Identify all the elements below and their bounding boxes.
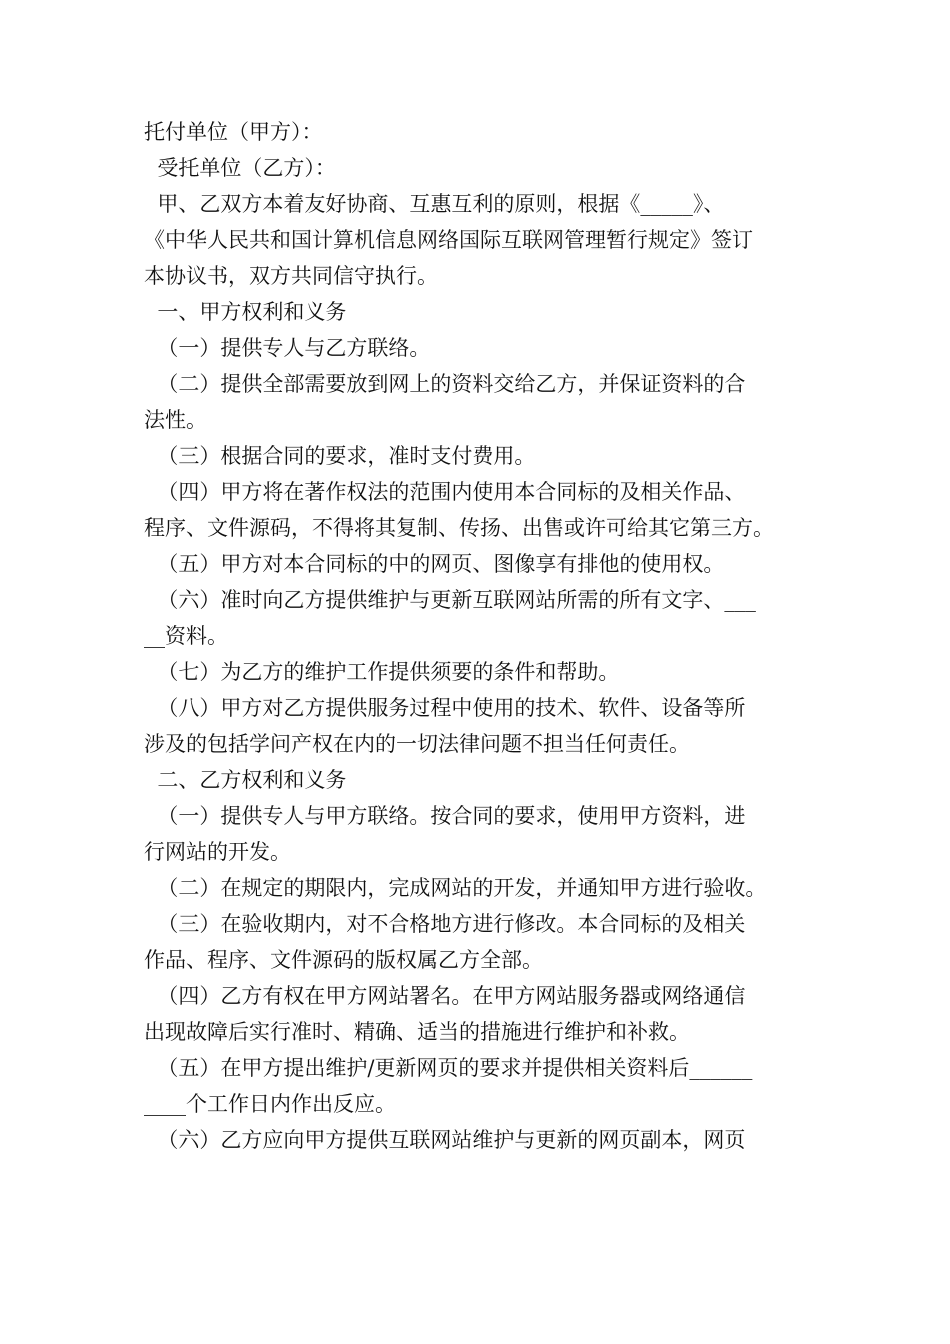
text-line: （一）提供专人与乙方联络。 — [144, 336, 431, 360]
contract-body — [144, 114, 810, 1158]
text-line: 甲、乙双方本着友好协商、互惠互利的原则，根据《_____》、 — [144, 192, 725, 216]
text-line: （二）提供全部需要放到网上的资料交给乙方，并保证资料的合 — [144, 372, 746, 396]
section-heading: 一、甲方权利和义务 — [144, 300, 347, 324]
text-line: 作品、程序、文件源码的版权属乙方全部。 — [144, 948, 543, 972]
text-line: （三）根据合同的要求，准时支付费用。 — [144, 444, 536, 468]
text-line: （五）在甲方提出维护/更新网页的要求并提供相关资料后______ — [144, 1056, 753, 1080]
text-line: （八）甲方对乙方提供服务过程中使用的技术、软件、设备等所 — [144, 696, 746, 720]
text-line: （四）乙方有权在甲方网站署名。在甲方网站服务器或网络通信 — [144, 984, 746, 1008]
text-line: （一）提供专人与甲方联络。按合同的要求，使用甲方资料，进 — [144, 804, 746, 828]
text-line: __资料。 — [144, 624, 228, 648]
text-line: （五）甲方对本合同标的中的网页、图像享有排他的使用权。 — [144, 552, 725, 576]
text-line: 法性。 — [144, 408, 207, 432]
text-line: 涉及的包括学问产权在内的一切法律问题不担当任何责任。 — [144, 732, 690, 756]
text-line: （六）乙方应向甲方提供互联网站维护与更新的网页副本，网页 — [144, 1128, 746, 1152]
text-line: （三）在验收期内，对不合格地方进行修改。本合同标的及相关 — [144, 912, 746, 936]
text-line: ____个工作日内作出反应。 — [144, 1092, 396, 1116]
text-line: 托付单位（甲方）： — [144, 120, 323, 144]
text-line: （六）准时向乙方提供维护与更新互联网站所需的所有文字、___ — [144, 588, 756, 612]
text-line: （七）为乙方的维护工作提供须要的条件和帮助。 — [144, 660, 620, 684]
text-line: 受托单位（乙方）： — [144, 156, 336, 180]
text-line: 《中华人民共和国计算机信息网络国际互联网管理暂行规定》签订 — [144, 228, 753, 252]
text-line: （四）甲方将在著作权法的范围内使用本合同标的及相关作品、 — [144, 480, 746, 504]
text-line: 行网站的开发。 — [144, 840, 291, 864]
text-line: （二）在规定的期限内，完成网站的开发，并通知甲方进行验收。 — [144, 876, 767, 900]
section-heading: 二、乙方权利和义务 — [144, 768, 347, 792]
text-line: 本协议书，双方共同信守执行。 — [144, 264, 438, 288]
text-line: 程序、文件源码，不得将其复制、传扬、出售或许可给其它第三方。 — [144, 516, 774, 540]
text-line: 出现故障后实行准时、精确、适当的措施进行维护和补救。 — [144, 1020, 690, 1044]
